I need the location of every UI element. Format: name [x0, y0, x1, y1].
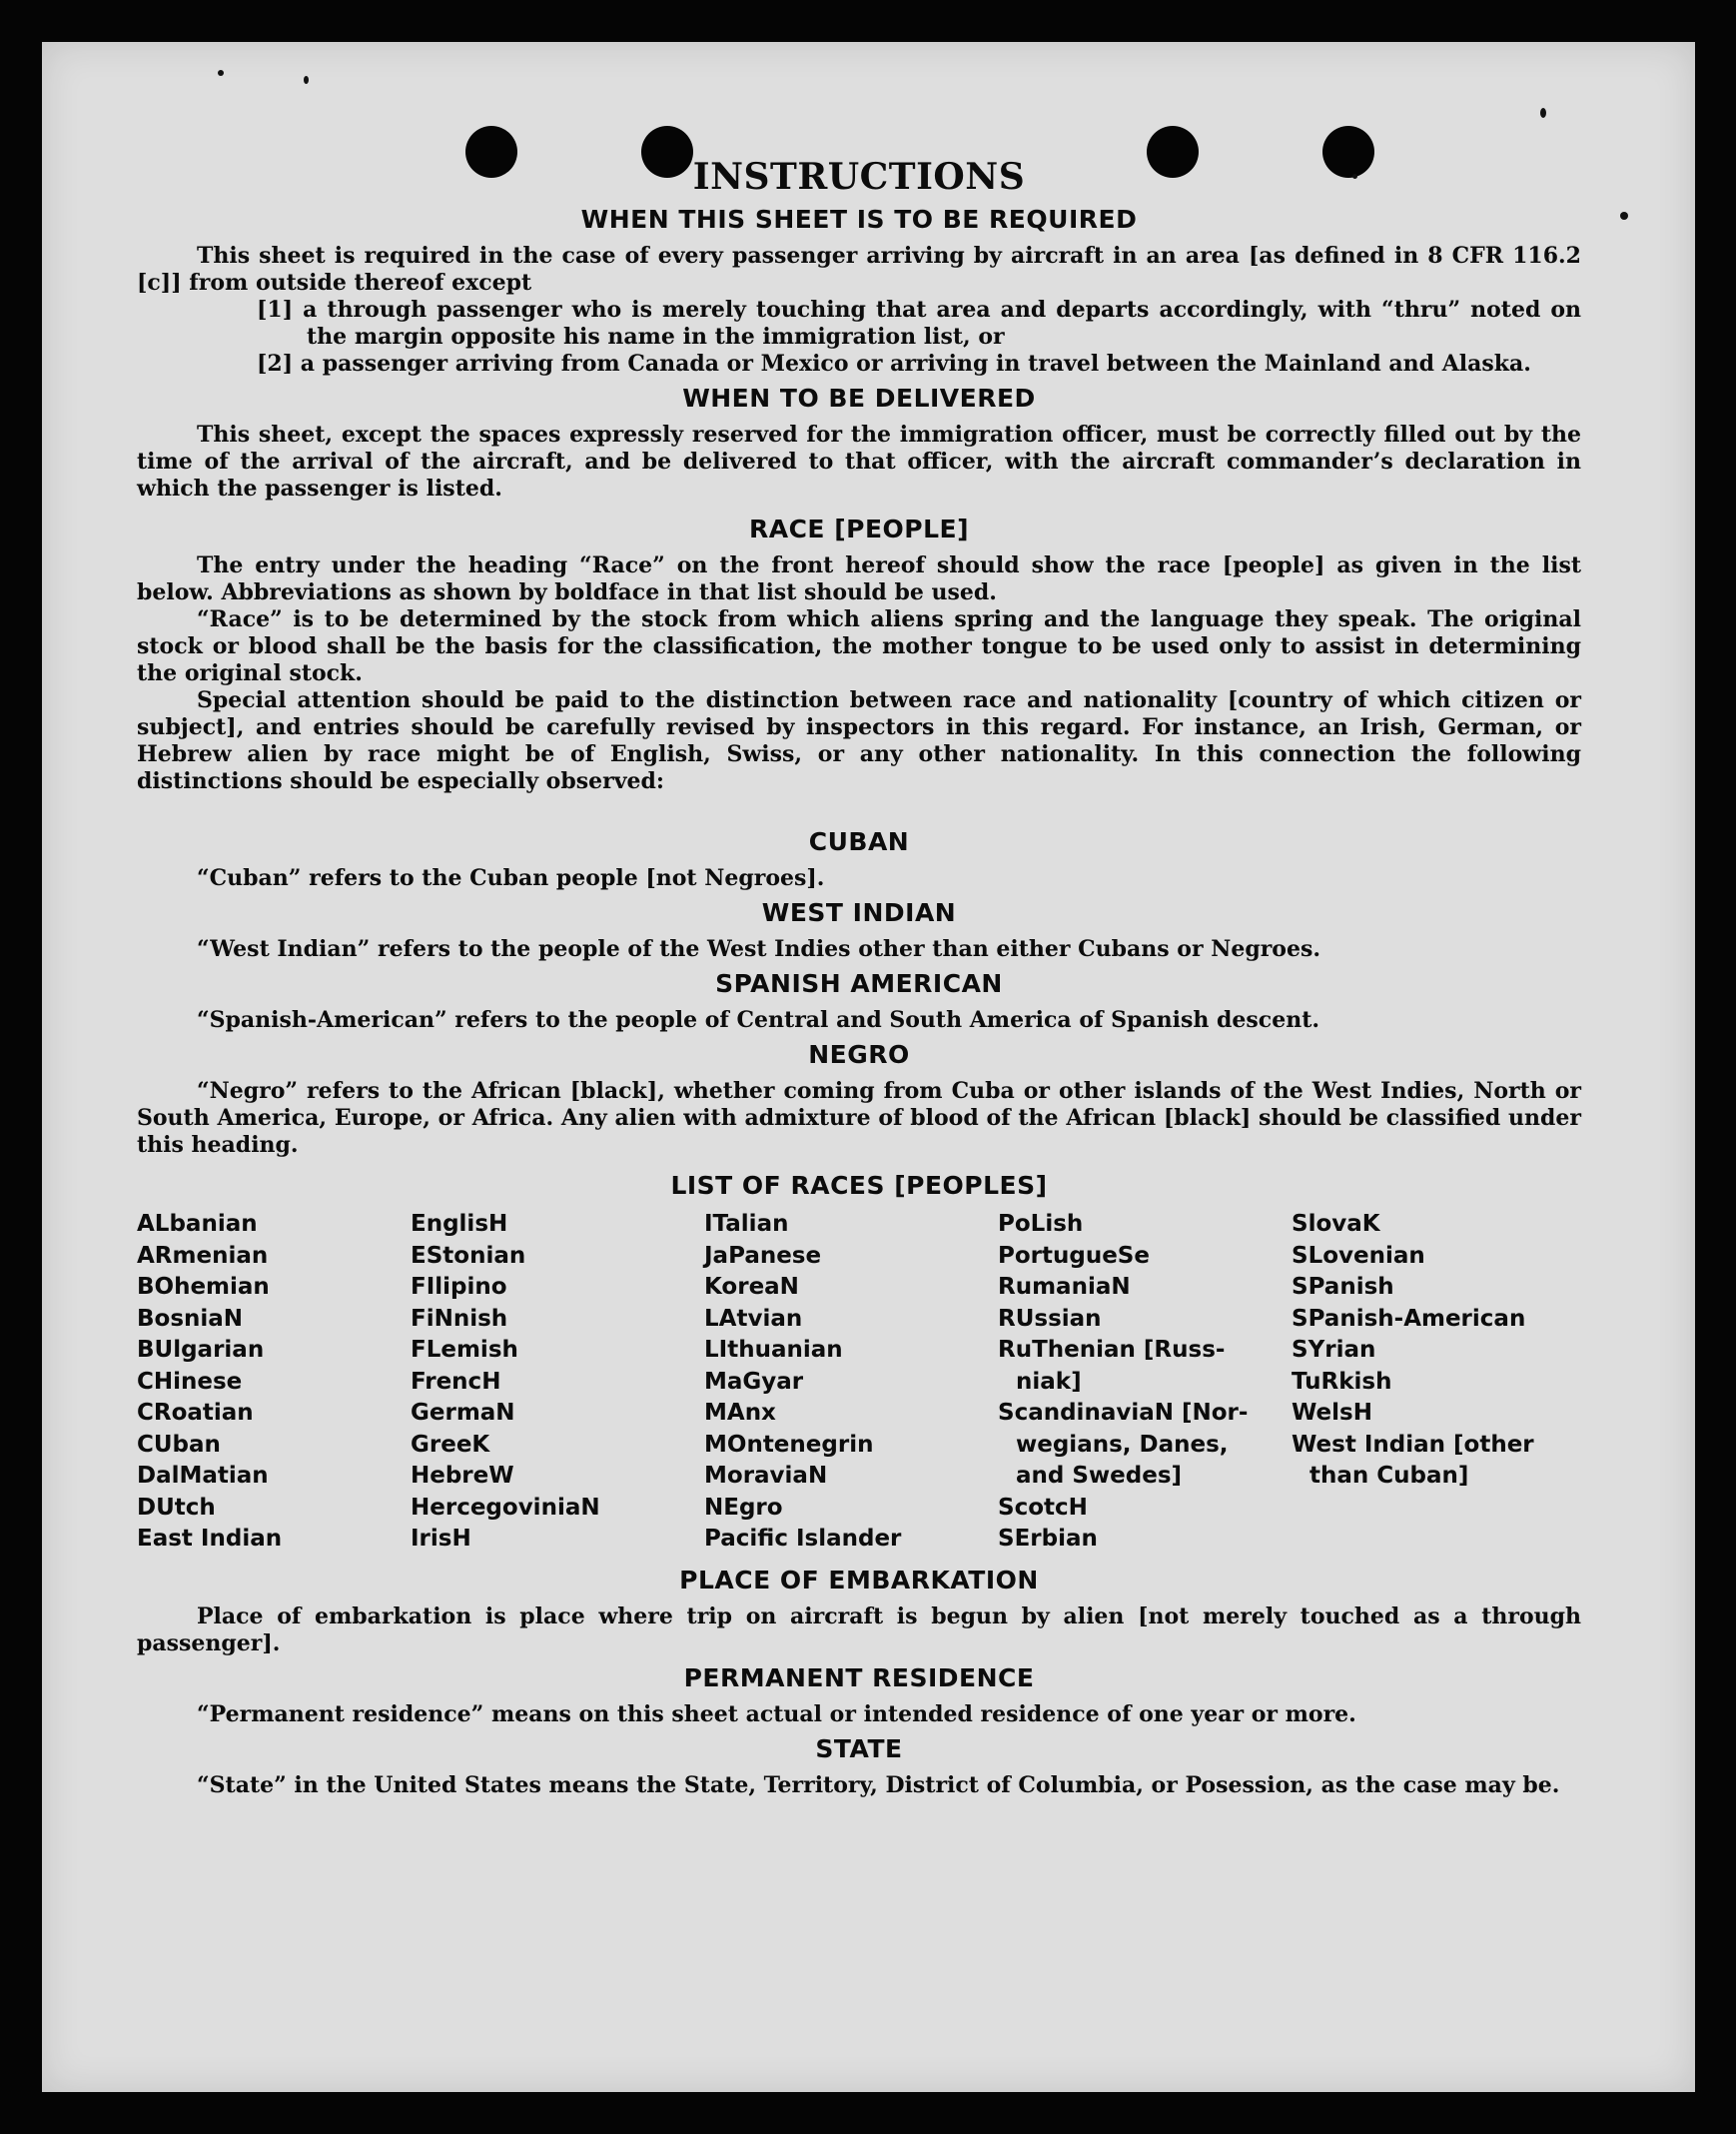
heading-state: STATE [815, 1733, 903, 1763]
race-entry: MAnx [704, 1400, 776, 1426]
race-entry: ALbanian [137, 1211, 258, 1237]
race-entry: RuThenian [Russ- [998, 1337, 1226, 1363]
race-entry: MaGyar [704, 1368, 804, 1395]
race-entry: RUssian [998, 1305, 1102, 1332]
west-indian-text: “West Indian” refers to the people of the West Indies other than either Cubans or Negroes. [197, 936, 1321, 962]
cuban-text: “Cuban” refers to the Cuban people [not Negroes]. [197, 865, 825, 891]
heading-negro: NEGRO [808, 1040, 910, 1069]
race-entry: PortugueSe [998, 1242, 1150, 1269]
race-entry: and Swedes] [1016, 1463, 1183, 1489]
race-entry: CUban [137, 1431, 221, 1458]
race-entry: LAtvian [704, 1305, 803, 1332]
race-entry: CHinese [137, 1368, 243, 1395]
heading-west-indian: WEST INDIAN [761, 898, 957, 927]
race-entry: FIlipino [411, 1274, 507, 1300]
embarkation-text: Place of embarkation is place where trip on aircraft is begun by alien [not merely touched as a through passenger]. [137, 1602, 1581, 1656]
required-item-2: [2] a passenger arriving from Canada or Mexico or arriving in travel between the Mainland and Alaska. [257, 351, 1531, 377]
heading-spanish-american: SPANISH AMERICAN [715, 969, 1003, 998]
race-entry: SErbian [998, 1526, 1098, 1552]
delivered-text: This sheet, except the spaces expressly reserved for the immigration officer, must be correctly filled out by the time of the arrival of the aircraft, and be delivered to that officer, with the aircraft commander’s declaration in which the passenger is listed. [137, 422, 1581, 502]
race-entry: West Indian [other [1292, 1431, 1534, 1458]
race-paragraph-3: Special attention should be paid to the distinction between race and nationality [country of which citizen or subject], and entries should be carefully revised by inspectors in this regard. For instance, an Irish, German, or Hebrew alien by race might be of English, Swiss, or any other nationality. In this connection the following distinctions should be especially observed: [137, 687, 1581, 794]
instructions-content [137, 155, 1581, 1799]
negro-text: “Negro” refers to the African [black], whether coming from Cuba or other islands of the West Indies, North or South America, Europe, or Africa. Any alien with admixture of blood of the African [black] should be classified under this heading. [137, 1078, 1581, 1158]
race-entry: BUlgarian [137, 1337, 265, 1363]
race-entry: RumaniaN [998, 1274, 1131, 1300]
ink-speck [218, 70, 224, 76]
race-entry: BOhemian [137, 1274, 270, 1300]
race-entry: East Indian [137, 1526, 283, 1552]
races-column-5 [1292, 1209, 1581, 1556]
race-entry: SPanish-American [1292, 1305, 1526, 1332]
ink-speck [1540, 108, 1546, 118]
race-entry: SPanish [1292, 1274, 1394, 1300]
race-entry: IrisH [411, 1526, 471, 1552]
races-column-4 [998, 1209, 1288, 1556]
race-entry: Pacific Islander [704, 1526, 902, 1552]
race-entry: WelsH [1292, 1400, 1372, 1426]
ink-speck [1620, 212, 1628, 220]
race-entry: than Cuban] [1309, 1463, 1469, 1489]
heading-required: WHEN THIS SHEET IS TO BE REQUIRED [580, 205, 1138, 234]
race-entry: LIthuanian [704, 1337, 843, 1363]
page-title: INSTRUCTIONS [692, 156, 1026, 198]
race-entry: SLovenian [1292, 1242, 1425, 1269]
race-entry: GreeK [411, 1431, 490, 1458]
race-entry: DalMatian [137, 1463, 269, 1489]
race-entry: FrencH [411, 1368, 501, 1395]
race-entry: TuRkish [1292, 1368, 1392, 1395]
race-entry: MoraviaN [704, 1463, 828, 1489]
heading-list-of-races: LIST OF RACES [PEOPLES] [670, 1171, 1048, 1200]
race-entry: ARmenian [137, 1242, 269, 1269]
race-entry: JaPanese [704, 1242, 822, 1269]
race-entry: niak] [1016, 1368, 1082, 1395]
race-entry: EnglisH [411, 1211, 508, 1237]
race-entry: ScandinaviaN [Nor- [998, 1400, 1249, 1426]
heading-residence: PERMANENT RESIDENCE [683, 1662, 1035, 1692]
heading-delivered: WHEN TO BE DELIVERED [682, 384, 1036, 413]
required-item-1: [1] a through passenger who is merely touching that area and departs accordingly, with “thru” noted on the margin opposite his name in the immigration list, or [257, 297, 1581, 350]
race-entry: SYrian [1292, 1337, 1376, 1363]
race-paragraph-2: “Race” is to be determined by the stock from which aliens spring and the language they speak. The original stock or blood shall be the basis for the classification, the mother tongue to be used only to assist in determining the original stock. [137, 606, 1581, 686]
heading-embarkation: PLACE OF EMBARKATION [679, 1565, 1039, 1595]
race-entry: DUtch [137, 1494, 216, 1521]
race-entry: SlovaK [1292, 1211, 1380, 1237]
race-entry: FiNnish [411, 1305, 508, 1332]
state-text: “State” in the United States means the State, Territory, District of Columbia, or Posession, as the case may be. [197, 1771, 1560, 1798]
race-entry: wegians, Danes, [1016, 1431, 1229, 1458]
race-entry: HebreW [411, 1463, 514, 1489]
required-intro: This sheet is required in the case of every passenger arriving by aircraft in an area [as defined in 8 CFR 116.2 [c]] from outside thereof except [137, 243, 1581, 296]
spanish-american-text: “Spanish-American” refers to the people of Central and South America of Spanish descent. [197, 1007, 1320, 1033]
race-entry: FLemish [411, 1337, 518, 1363]
race-entry: KoreaN [704, 1274, 799, 1300]
heading-race: RACE [PEOPLE] [748, 515, 970, 543]
heading-cuban: CUBAN [808, 827, 910, 856]
race-entry: PoLish [998, 1211, 1084, 1237]
race-entry: NEgro [704, 1494, 783, 1521]
races-column-1 [137, 1209, 407, 1556]
race-entry: EStonian [411, 1242, 526, 1269]
race-entry: CRoatian [137, 1400, 254, 1426]
race-paragraph-1: The entry under the heading “Race” on the front hereof should show the race [people] as given in the list below. Abbreviations as shown by boldface in that list should be used. [137, 552, 1581, 605]
ink-speck [304, 76, 309, 84]
races-column-2 [411, 1209, 700, 1556]
race-entry: MOntenegrin [704, 1431, 874, 1458]
races-column-3 [704, 1209, 994, 1556]
race-entry: HercegoviniaN [411, 1494, 600, 1521]
race-entry: ITalian [704, 1211, 789, 1237]
residence-text: “Permanent residence” means on this sheet actual or intended residence of one year or more. [197, 1700, 1356, 1727]
race-entry: ScotcH [998, 1494, 1088, 1521]
race-entry: BosniaN [137, 1305, 244, 1332]
race-entry: GermaN [411, 1400, 515, 1426]
races-list [137, 1209, 1581, 1556]
